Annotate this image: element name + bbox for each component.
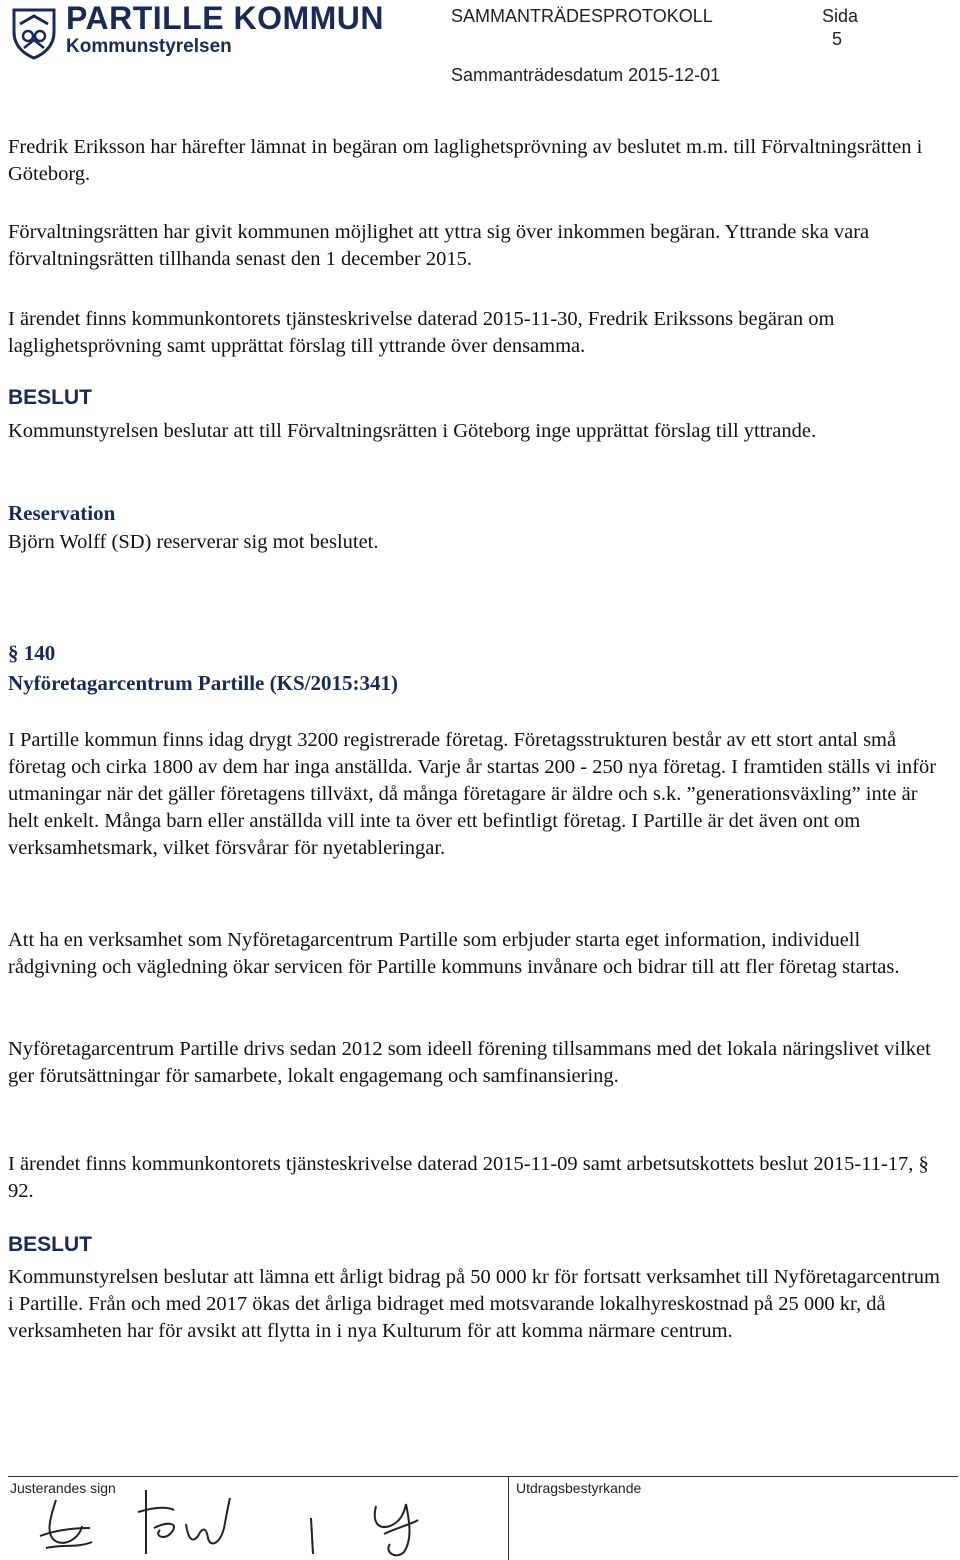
section-number: § 140 [8,641,56,665]
decision-heading-2: BESLUT [8,1233,92,1256]
paragraph-case-documents: I ärendet finns kommunkontorets tjänsteskrivelse daterad 2015-11-30, Fredrik Erikssons begäran om laglighetsprövning samt upprättat förslag till yttrande över densamma. [8,308,835,357]
paragraph-association: Nyföretagarcentrum Partille drivs sedan 2012 som ideell förening tillsammans med det lokala näringslivet vilket ger förutsättningar för samarbete, lokalt engagemang och samfinansiering. [8,1038,931,1087]
page-number: 5 [832,29,843,49]
reservation-heading: Reservation [8,501,116,525]
handwritten-signatures [20,1478,490,1558]
footer-divider [8,1476,958,1477]
justerandes-sign-label: Justerandes sign [10,1480,116,1496]
footer-column-divider [508,1476,509,1560]
utdragsbestyrkande-label: Utdragsbestyrkande [516,1480,642,1496]
municipality-crest-icon [6,4,62,60]
reservation-text: Björn Wolff (SD) reserverar sig mot beslutet. [8,531,379,553]
paragraph-appeal: Fredrik Eriksson har härefter lämnat in begäran om laglighetsprövning av beslutet m.m. till Förvaltningsrätten i Göteborg. [8,136,923,185]
decision-heading: BESLUT [8,386,92,409]
paragraph-case-documents-2: I ärendet finns kommunkontorets tjänsteskrivelse daterad 2015-11-09 samt arbetsutskottets beslut 2015-11-17, § 92. [8,1153,929,1202]
organization-department: Kommunstyrelsen [66,36,232,57]
organization-name: PARTILLE KOMMUN [66,0,384,36]
decision-text-2: Kommunstyrelsen beslutar att lämna ett årligt bidrag på 50 000 kr för fortsatt verksamhet till Nyföretagarcentrum i Partille. Från och med 2017 ökas det årliga bidraget med motsvarande lokalhyreskostnad på 25 000 kr, då verksamheten har för avsikt att flytta in i nya Kulturum för att komma närmare centrum. [8,1266,940,1342]
page-label: Sida [822,6,859,26]
decision-text: Kommunstyrelsen beslutar att till Förvaltningsrätten i Göteborg inge upprättat förslag till yttrande. [8,420,817,442]
paragraph-business-structure: I Partille kommun finns idag drygt 3200 registrerade företag. Företagsstrukturen består av ett stort antal små företag och cirka 1800 av dem har inga anställda. Varje år startas 200 - 250 nya företag. I framtiden ställs vi inför utmaningar när det gäller företagens tillväxt, då många företagare är äldre och s.k. ”generationsväxling” inte är helt enkelt. Många barn eller anställda vill inte ta över ett befintligt företag. I Partille är det även ont om verksamhetsmark, vilket försvårar för nyetableringar. [8,729,937,859]
section-title: Nyföretagarcentrum Partille (KS/2015:341) [8,671,398,695]
meeting-date: Sammanträdesdatum 2015-12-01 [451,65,721,85]
paragraph-service: Att ha en verksamhet som Nyföretagarcentrum Partille som erbjuder starta eget information, individuell rådgivning och vägledning ökar servicen för Partille kommuns invånare och bidrar till att fler företag startas. [8,929,900,978]
paragraph-court-response: Förvaltningsrätten har givit kommunen möjlighet att yttra sig över inkommen begäran. Yttrande ska vara förvaltningsrätten tillhanda senast den 1 december 2015. [8,221,870,270]
document-type: SAMMANTRÄDESPROTOKOLL [451,6,713,26]
